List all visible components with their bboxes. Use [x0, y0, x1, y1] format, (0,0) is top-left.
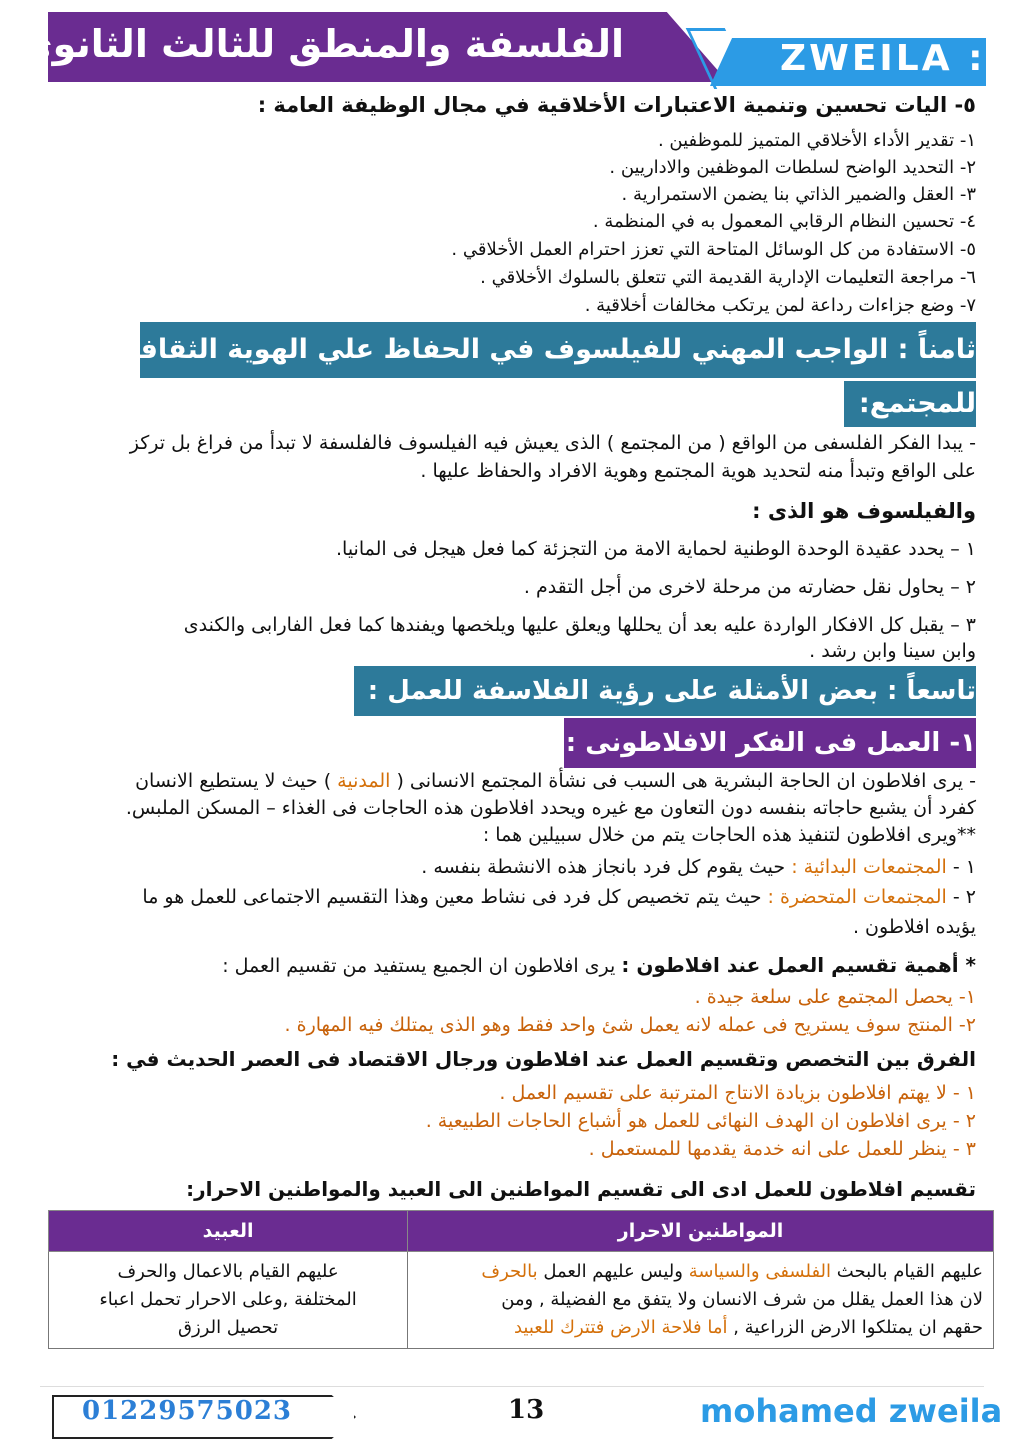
- highlight-term: الفلسفى والسياسة: [688, 1261, 832, 1282]
- paragraph-line: كفرد أن يشبع حاجاته بنفسه دون التعاون مع غيره ويحدد افلاطون هذه الحاجات فى الغذاء – المسكن الملبس.: [125, 797, 976, 819]
- table-header-row: [49, 1211, 994, 1252]
- list-item: ١- تقدير الأداء الأخلاقي المتميز للموظفين .: [657, 130, 976, 151]
- list-item: ٤- تحسين النظام الرقابي المعمول به في المنظمة .: [592, 211, 976, 232]
- highlight-term: المجتمعات المتحضرة :: [767, 886, 947, 908]
- cell-line: [418, 1258, 983, 1286]
- plato-subheading: [564, 718, 976, 768]
- highlight-term: المجتمعات البدائية :: [791, 856, 947, 878]
- philosopher-subheading: والفيلسوف هو الذى :: [752, 499, 976, 523]
- free-citizens-cell: [408, 1252, 994, 1349]
- paragraph-text: ) حيث لا يستطيع الانسان: [135, 770, 332, 792]
- plato-subheading-text: ١- العمل فى الفكر الافلاطونى :: [565, 728, 976, 758]
- importance-text: يرى افلاطون ان الجميع يستفيد من تقسيم العمل :: [222, 955, 616, 977]
- paragraph-text: - يرى افلاطون ان الحاجة البشرية هى السبب فى نشأة المجتمع الانسانى (: [396, 770, 976, 792]
- citizens-table: [48, 1210, 994, 1349]
- list-item: ٦- مراجعة التعليمات الإدارية القديمة التي تتعلق بالسلوك الأخلاقي .: [480, 267, 976, 288]
- section-9-heading: [354, 666, 976, 716]
- highlight-term: أما فلاحة الارض فتترك للعبيد: [513, 1317, 728, 1338]
- list-item-continued: وابن سينا وابن رشد .: [809, 640, 976, 662]
- paragraph-line: - يبدا الفكر الفلسفى من الواقع ( من المجتمع ) الذى يعيش فيه الفيلسوف فالفلسفة لا تبدأ من فراغ بل تركز: [129, 432, 976, 454]
- list-item: ٢ - يرى افلاطون ان الهدف النهائى للعمل هو أشباع الحاجات الطبيعية .: [425, 1110, 976, 1132]
- way-text: حيث يقوم كل فرد بانجاز هذه الانشطة بنفسه .: [421, 856, 786, 878]
- way-item: [421, 854, 976, 881]
- importance-line: [222, 952, 976, 980]
- list-item: ٣ - ينظر للعمل على انه خدمة يقدمها للمستعمل .: [588, 1138, 976, 1160]
- footer-divider: [40, 1386, 984, 1387]
- author-name: mohamed zweila: [700, 1392, 1003, 1430]
- paragraph-line: على الواقع وتبدأ منه لتحديد هوية المجتمع وهوية الافراد والحفاظ عليها .: [420, 460, 976, 482]
- page-number: 13: [508, 1395, 545, 1425]
- highlight-term: بالحرف: [481, 1261, 538, 1282]
- cell-text: وليس عليهم العمل: [543, 1261, 683, 1282]
- division-heading: تقسيم افلاطون للعمل ادى الى تقسيم المواطنين الى العبيد والمواطنين الاحرار:: [186, 1177, 976, 1201]
- way-item-continued: يؤيده افلاطون .: [852, 916, 976, 938]
- paragraph-line: [135, 768, 976, 795]
- cell-text: حقهم ان يمتلكوا الارض الزراعية ,: [733, 1317, 983, 1338]
- section-8-heading-text-2: للمجتمع:: [858, 388, 976, 419]
- brand-logo: ZWEILA :): [780, 38, 1005, 79]
- list-item: ٢- التحديد الواضح لسلطات الموظفين والاداريين .: [609, 157, 976, 178]
- list-item: ٣ – يقبل كل الافكار الواردة عليه بعد أن يحللها ويعلق عليها ويلخصها ويفندها كما فعل الفارابى والكندى: [183, 614, 976, 636]
- phone-number: 01229575023: [82, 1396, 292, 1426]
- section-8-heading-text: ثامناً : الواجب المهني للفيلسوف في الحفاظ علي الهوية الثقافية: [112, 334, 976, 365]
- section-5-heading: ٥- اليات تحسين وتنمية الاعتبارات الأخلاقية في مجال الوظيفة العامة :: [257, 93, 976, 117]
- column-header-slaves: العبيد: [49, 1211, 408, 1252]
- cell-line: عليهم القيام بالاعمال والحرف: [117, 1261, 339, 1282]
- list-item: ٣- العقل والضمير الذاتي بنا يضمن الاستمرارية .: [621, 184, 976, 205]
- list-item: ١ – يحدد عقيدة الوحدة الوطنية لحماية الامة من التجزئة كما فعل هيجل فى المانيا.: [335, 538, 976, 560]
- cell-line: المختلفة ,وعلى الاحرار تحمل اعباء: [99, 1289, 357, 1310]
- way-item: [142, 884, 976, 911]
- importance-label: * أهمية تقسيم العمل عند افلاطون :: [621, 953, 976, 977]
- difference-heading: الفرق بين التخصص وتقسيم العمل عند افلاطون ورجال الاقتصاد فى العصر الحديث في :: [111, 1047, 976, 1071]
- list-item: ١- يحصل المجتمع على سلعة جيدة .: [694, 986, 976, 1008]
- way-text: حيث يتم تخصيص كل فرد فى نشاط معين وهذا التقسيم الاجتماعى للعمل هو ما: [142, 886, 762, 908]
- cell-line: لان هذا العمل يقلل من شرف الانسان ولا يتفق مع الفضيلة , ومن: [501, 1289, 983, 1310]
- section-8-heading-continued: [844, 381, 976, 427]
- list-item: ٢ – يحاول نقل حضارته من مرحلة لاخرى من أجل التقدم .: [523, 576, 976, 598]
- way-number: ١ -: [952, 856, 976, 878]
- table-row: [49, 1252, 994, 1349]
- paragraph-line: **ويرى افلاطون لتنفيذ هذه الحاجات يتم من خلال سبيلين هما :: [482, 824, 976, 846]
- cell-line: تحصيل الرزق: [178, 1317, 279, 1338]
- section-9-heading-text: تاسعاً : بعض الأمثلة على رؤية الفلاسفة للعمل :: [367, 676, 976, 706]
- page-title: الفلسفة والمنطق للثالث الثانوى: [17, 22, 624, 66]
- cell-line: [418, 1314, 983, 1342]
- slaves-cell: [49, 1252, 408, 1349]
- cell-text: عليهم القيام بالبحث: [836, 1261, 983, 1282]
- section-8-heading: [112, 322, 976, 378]
- list-item: ٢- المنتج سوف يستريح فى عمله لانه يعمل شئ واحد فقط وهو الذى يمتلك فيه المهارة .: [284, 1014, 976, 1036]
- way-number: ٢ -: [952, 886, 976, 908]
- list-item: ٧- وضع جزاءات رداعة لمن يرتكب مخالفات أخلاقية .: [584, 295, 976, 316]
- column-header-free: المواطنين الاحرار: [408, 1211, 994, 1252]
- list-item: ١ - لا يهتم افلاطون بزيادة الانتاج المترتبة على تقسيم العمل .: [499, 1082, 976, 1104]
- list-item: ٥- الاستفادة من كل الوسائل المتاحة التي تعزز احترام العمل الأخلاقي .: [451, 239, 976, 260]
- highlight-term: المدنية: [337, 770, 391, 792]
